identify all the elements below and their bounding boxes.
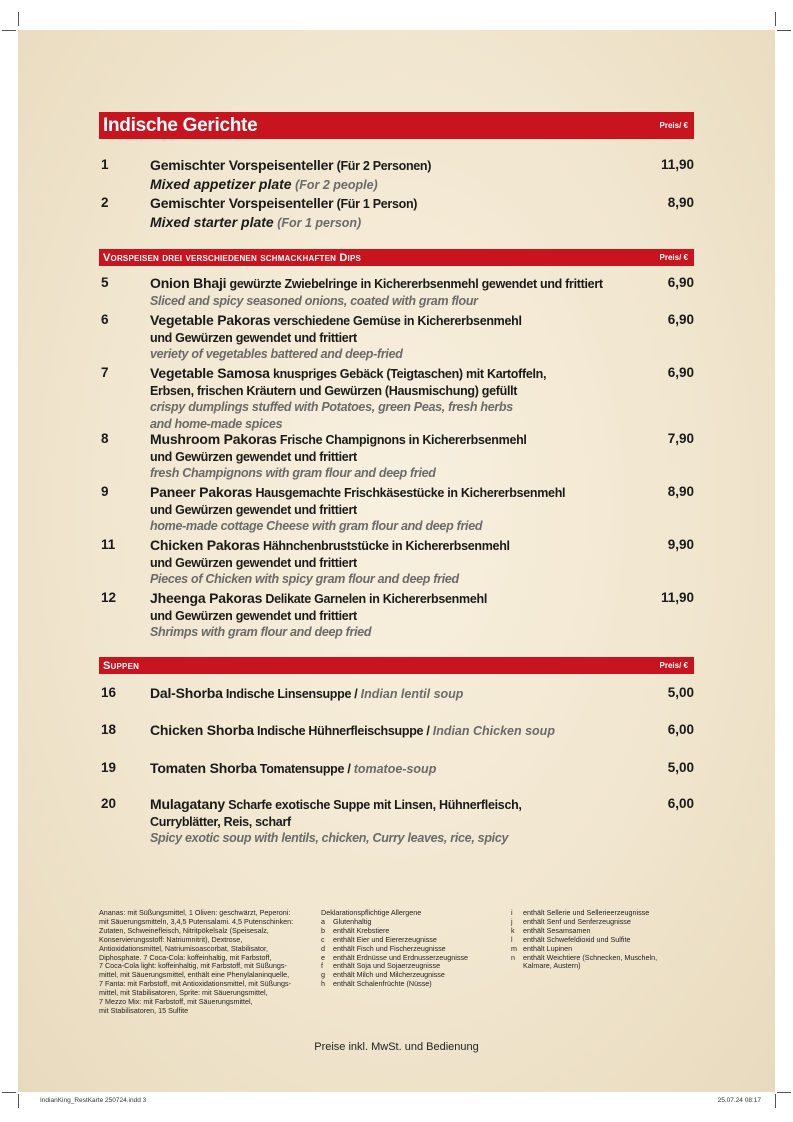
section-header-indian bbox=[99, 112, 694, 139]
allergen-heading: Deklarationspflichtige Allergene bbox=[321, 908, 422, 917]
item-number: 11 bbox=[101, 537, 116, 552]
item-description-line2: und Gewürzen gewendet und frittiert bbox=[150, 555, 357, 570]
section-header-starters bbox=[99, 249, 694, 266]
allergen-legend-left bbox=[321, 909, 506, 989]
item-name: Vegetable Samosa bbox=[150, 365, 270, 381]
item-price: 9,90 bbox=[667, 537, 694, 552]
allergen-row: b enthält Krebstiere bbox=[321, 925, 390, 935]
item-number: 7 bbox=[101, 365, 109, 380]
allergen-row: m enthält Lupinen bbox=[511, 943, 573, 953]
footnote-line: 7 Mezzo Mix: mit Farbstoff, mit Säuerungsmittel, bbox=[99, 997, 253, 1007]
price-label: Preis/ € bbox=[659, 121, 688, 130]
item-description: knuspriges Gebäck (Teigtaschen) mit Kartoffeln, bbox=[269, 367, 547, 381]
item-english: crispy dumplings stuffed with Potatoes, green Peas, fresh herbs bbox=[150, 400, 513, 414]
footnote-line: Diphosphate. 7 Coca-Cola: koffeinhaltig, mit Farbstoff, bbox=[99, 952, 272, 962]
footnote-line: mit Stabilisatoren, 15 Sulfite bbox=[99, 1005, 189, 1015]
price-label: Preis/ € bbox=[659, 661, 688, 670]
crop-mark bbox=[18, 12, 19, 26]
item-number: 20 bbox=[101, 796, 117, 811]
item-english: Indian lentil soup bbox=[360, 687, 464, 701]
item-description: Tomatensuppe / bbox=[256, 762, 354, 776]
crop-mark bbox=[775, 1094, 776, 1108]
footnote-line: mittel, mit Stabilisatoren, Sprite: mit Säuerungsmittel, bbox=[99, 988, 268, 998]
item-description: gewürzte Zwiebelringe in Kichererbsenmehl gewendet und frittiert bbox=[226, 277, 603, 291]
item-english-note: (For 2 people) bbox=[291, 177, 378, 192]
item-description: (Für 1 Person) bbox=[333, 197, 418, 211]
footnote-line: Ananas: mit Süßungsmittel, 1 Oliven: geschwärzt, Peperoni: bbox=[99, 908, 291, 917]
item-english: home-made cottage Cheese with gram flour and deep fried bbox=[150, 519, 483, 533]
allergen-row: g enthält Milch und Milcherzeugnisse bbox=[321, 970, 445, 980]
item-name: Gemischter Vorspeisenteller bbox=[150, 195, 334, 211]
item-number: 18 bbox=[101, 722, 117, 737]
item-english: veriety of vegetables battered and deep-fried bbox=[150, 347, 403, 361]
item-name: Vegetable Pakoras bbox=[150, 312, 271, 328]
additives-footnote bbox=[99, 909, 314, 1016]
price-label: Preis/ € bbox=[659, 253, 688, 262]
section-title: Suppen bbox=[103, 659, 140, 672]
allergen-row: n enthält Weichtiere (Schnecken, Muscheln, bbox=[511, 952, 658, 962]
item-description: Indische Hühnerfleischsuppe / bbox=[253, 724, 433, 738]
allergen-row: h enthält Schalenfrüchte (Nüsse) bbox=[321, 979, 432, 989]
print-slug-date: 25.07.24 08:17 bbox=[717, 1097, 761, 1104]
item-price: 5,00 bbox=[667, 760, 694, 775]
item-price: 6,00 bbox=[667, 796, 694, 811]
item-english-line2: and home-made spices bbox=[150, 416, 283, 431]
price-note: Preise inkl. MwSt. und Bedienung bbox=[314, 1041, 479, 1053]
crop-mark bbox=[775, 12, 776, 26]
item-price: 11,90 bbox=[660, 590, 694, 605]
item-price: 8,90 bbox=[667, 195, 694, 210]
item-english: Shrimps with gram flour and deep fried bbox=[150, 625, 372, 639]
item-description: Hähnchenbruststücke in Kichererbsenmehl bbox=[259, 539, 510, 553]
item-name: Gemischter Vorspeisenteller bbox=[150, 157, 334, 173]
item-price: 6,90 bbox=[667, 365, 694, 380]
item-name: Jheenga Pakoras bbox=[150, 590, 263, 606]
allergen-legend-right bbox=[511, 909, 696, 971]
item-number: 5 bbox=[101, 275, 109, 290]
item-price: 11,90 bbox=[660, 157, 694, 172]
item-price: 8,90 bbox=[667, 484, 694, 499]
item-description-line2: Erbsen, frischen Kräutern und Gewürzen (Hausmischung) gefüllt bbox=[150, 383, 518, 398]
item-description: Delikate Garnelen in Kichererbsenmehl bbox=[262, 592, 487, 606]
footnote-line: 7 Coca-Cola light: koffeinhaltig, mit Farbstoff, mit Süßungs- bbox=[99, 961, 287, 971]
item-name: Dal-Shorba bbox=[150, 685, 223, 701]
item-number: 19 bbox=[101, 760, 117, 775]
item-number: 6 bbox=[101, 312, 109, 327]
item-description: Scharfe exotische Suppe mit Linsen, Hühnerfleisch, bbox=[225, 798, 522, 812]
item-name: Onion Bhaji bbox=[150, 275, 227, 291]
item-number: 16 bbox=[101, 685, 117, 700]
item-description: Hausgemachte Frischkäsestücke in Kichererbsenmehl bbox=[252, 486, 566, 500]
item-description-line2: Curryblätter, Reis, scharf bbox=[150, 814, 291, 829]
item-description-line2: und Gewürzen gewendet und frittiert bbox=[150, 449, 357, 464]
item-price: 6,90 bbox=[667, 312, 694, 327]
item-name: Chicken Shorba bbox=[150, 722, 254, 738]
crop-mark bbox=[2, 1092, 16, 1093]
item-description-line2: und Gewürzen gewendet und frittiert bbox=[150, 502, 357, 517]
item-name: Paneer Pakoras bbox=[150, 484, 253, 500]
allergen-row: l enthält Schwefeldioxid und Sulfite bbox=[511, 934, 631, 944]
item-description: Indische Linsensuppe / bbox=[222, 687, 361, 701]
item-price: 6,90 bbox=[667, 275, 694, 290]
footnote-line: Konservierungsstoff: Natriumnitrit), Dextrose, bbox=[99, 934, 243, 944]
footnote-line: Antioxidationsmittel, Natriumisoascorbat, Stabilisator, bbox=[99, 943, 268, 953]
item-number: 2 bbox=[101, 195, 109, 210]
item-description: (Für 2 Personen) bbox=[333, 159, 432, 173]
item-price: 6,00 bbox=[667, 722, 694, 737]
allergen-row: d enthält Fisch und Fischerzeugnisse bbox=[321, 943, 446, 953]
item-english: fresh Champignons with gram flour and deep fried bbox=[150, 466, 436, 480]
item-english: tomatoe-soup bbox=[353, 762, 437, 776]
item-price: 7,90 bbox=[667, 431, 694, 446]
crop-mark bbox=[777, 1092, 791, 1093]
item-number: 9 bbox=[101, 484, 109, 499]
allergen-row: i enthält Sellerie und Sellerieerzeugnisse bbox=[511, 908, 650, 917]
print-slug-file: IndianKing_RestKarte 250724.indd 3 bbox=[40, 1097, 147, 1104]
allergen-row: f enthält Soja und Sojaerzeugnisse bbox=[321, 961, 441, 971]
section-title: Indische Gerichte bbox=[103, 114, 258, 136]
crop-mark bbox=[777, 30, 791, 31]
item-name: Chicken Pakoras bbox=[150, 537, 260, 553]
item-description: verschiedene Gemüse in Kichererbsenmehl bbox=[270, 314, 522, 328]
allergen-row: j enthält Senf und Senferzeugnisse bbox=[511, 916, 631, 926]
item-english: Sliced and spicy seasoned onions, coated with gram flour bbox=[150, 293, 478, 308]
allergen-row: k enthält Sesamsamen bbox=[511, 925, 591, 935]
footnote-line: 7 Fanta: mit Farbstoff, mit Antioxidationsmittel, mit Süßungs- bbox=[99, 979, 292, 989]
section-title: Vorspeisen drei verschiedenen schmackhaften Dips bbox=[103, 251, 362, 264]
allergen-row: Kalmare, Austern) bbox=[523, 961, 581, 971]
item-name: Mushroom Pakoras bbox=[150, 431, 277, 447]
allergen-row: a Glutenhaltig bbox=[321, 916, 372, 926]
item-english: Mixed starter plate bbox=[150, 213, 274, 230]
footnote-line: mittel, mit Säuerungsmittel, enthält eine Phenylalaninquelle, bbox=[99, 970, 290, 980]
item-number: 8 bbox=[101, 431, 109, 446]
crop-mark bbox=[18, 1094, 19, 1108]
allergen-row: c enthält Eier und Eiererzeugnisse bbox=[321, 934, 437, 944]
item-number: 12 bbox=[101, 590, 117, 605]
item-number: 1 bbox=[101, 157, 109, 172]
footnote-line: mit Säuerungsmitteln, 3,4,5 Putensalami. 4,5 Putenschinken: bbox=[99, 916, 294, 926]
item-english: Spicy exotic soup with lentils, chicken, Curry leaves, rice, spicy bbox=[150, 831, 509, 845]
item-description-line2: und Gewürzen gewendet und frittiert bbox=[150, 608, 357, 623]
item-english: Indian Chicken soup bbox=[432, 724, 555, 738]
item-english: Mixed appetizer plate bbox=[150, 175, 292, 192]
footnote-line: Zutaten, Schweinefleisch, Nitritpökelsalz (Speisesalz, bbox=[99, 925, 269, 935]
item-name: Tomaten Shorba bbox=[150, 760, 257, 776]
crop-mark bbox=[2, 30, 16, 31]
item-description-line2: und Gewürzen gewendet und frittiert bbox=[150, 330, 357, 345]
allergen-row: e enthält Erdnüsse und Erdnusserzeugnisse bbox=[321, 952, 469, 962]
item-description: Frische Champignons in Kichererbsenmehl bbox=[276, 433, 527, 447]
section-header-soups bbox=[99, 657, 694, 674]
item-english-note: (For 1 person) bbox=[273, 215, 362, 230]
item-price: 5,00 bbox=[667, 685, 694, 700]
item-english: Pieces of Chicken with spicy gram flour and deep fried bbox=[150, 572, 459, 586]
item-name: Mulagatany bbox=[150, 796, 226, 812]
